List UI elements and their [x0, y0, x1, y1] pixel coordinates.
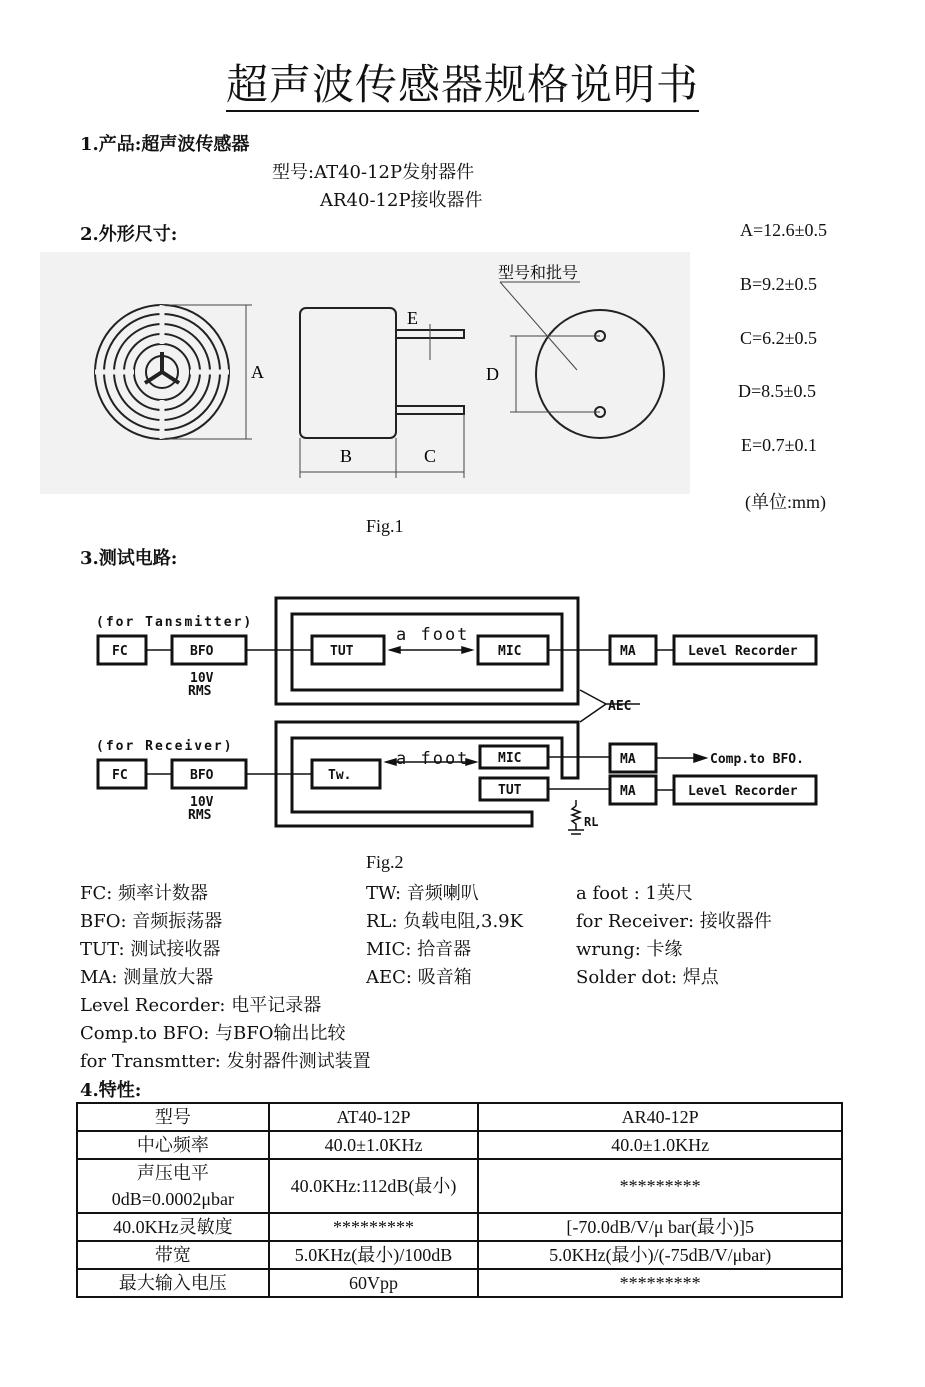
label-for-transmitter: (for Tansmitter) [96, 615, 254, 630]
label-rl: RL [584, 815, 599, 829]
label-aec: AEC [608, 699, 632, 714]
table-cell: AT40-12P [269, 1103, 479, 1131]
a-foot-2: a foot [396, 749, 470, 769]
legend-item: FC: 频率计数器 [80, 883, 209, 904]
block-level-recorder-1: Level Recorder [688, 644, 798, 659]
legend-item: Comp.to BFO: 与BFO输出比较 [80, 1023, 346, 1044]
table-cell: ********* [478, 1159, 842, 1213]
aec-receiver [276, 722, 578, 826]
block-tw: Tw. [328, 768, 352, 783]
table-cell: ********* [269, 1213, 479, 1241]
table-cell: 40.0±1.0KHz [478, 1131, 842, 1159]
label-b: B [340, 446, 353, 466]
unit-note: (单位:mm) [745, 492, 826, 512]
label-comp: Comp.to BFO. [710, 752, 804, 767]
fig2-caption: Fig.2 [366, 852, 404, 872]
legend-item: for Receiver: 接收器件 [576, 911, 772, 932]
legend-column-3 [576, 880, 772, 992]
rms-v-2: 10V [190, 795, 214, 810]
legend-item: AEC: 吸音箱 [366, 967, 472, 988]
test-circuit-diagram [80, 590, 840, 840]
a-foot-1: a foot [396, 625, 470, 645]
table-cell: 中心频率 [77, 1131, 269, 1159]
section2-heading: 2.外形尺寸: [80, 224, 178, 245]
outline-drawing [40, 252, 690, 494]
legend-item: a foot : 1英尺 [576, 883, 693, 904]
legend-item: RL: 负载电阻,3.9K [366, 911, 524, 932]
table-cell: 型号 [77, 1103, 269, 1131]
dim-e: E=0.7±0.1 [741, 435, 818, 455]
table-cell: 带宽 [77, 1241, 269, 1269]
section3-heading: 3.测试电路: [80, 548, 178, 569]
legend-column-2 [366, 880, 523, 992]
block-ma-2: MA [620, 752, 636, 767]
block-mic-1: MIC [498, 644, 522, 659]
legend-item: TW: 音频喇叭 [366, 883, 479, 904]
block-mic-2: MIC [498, 751, 522, 766]
legend-item: for Transmtter: 发射器件测试装置 [80, 1051, 371, 1072]
section1-heading: 1.产品:超声波传感器 [80, 134, 250, 155]
section4-heading: 4.特性: [80, 1080, 142, 1101]
table-cell: 40.0KHz灵敏度 [77, 1213, 269, 1241]
block-tut-1: TUT [330, 644, 354, 659]
table-cell [77, 1159, 269, 1213]
legend-item: wrung: 卡缘 [576, 939, 683, 960]
rms-2: RMS [188, 808, 212, 823]
dim-a: A=12.6±0.5 [740, 220, 828, 240]
label-d: D [486, 364, 499, 384]
block-fc-1: FC [112, 644, 128, 659]
table-row [77, 1241, 842, 1269]
table-cell: AR40-12P [478, 1103, 842, 1131]
legend-item: MA: 测量放大器 [80, 967, 214, 988]
legend-item: Level Recorder: 电平记录器 [80, 995, 322, 1016]
block-fc-2: FC [112, 768, 128, 783]
rms-1: RMS [188, 684, 212, 699]
table-row [77, 1269, 842, 1297]
block-ma-1: MA [620, 644, 636, 659]
table-cell: 60Vpp [269, 1269, 479, 1297]
table-row [77, 1131, 842, 1159]
block-tut-2: TUT [498, 783, 522, 798]
legend-column-1 [80, 880, 371, 1076]
document-title: 超声波传感器规格说明书 [0, 52, 925, 112]
block-level-recorder-2: Level Recorder [688, 784, 798, 799]
model-line-2: AR40-12P接收器件 [320, 190, 483, 211]
legend-item: TUT: 测试接收器 [80, 939, 221, 960]
block-bfo-1: BFO [190, 644, 214, 659]
label-e: E [407, 308, 418, 328]
spl-line-1: 声压电平 [136, 1163, 209, 1183]
spec-table [76, 1102, 843, 1298]
legend-item: Solder dot: 焊点 [576, 967, 719, 988]
block-bfo-2: BFO [190, 768, 214, 783]
table-cell: 5.0KHz(最小)/(-75dB/V/μbar) [478, 1241, 842, 1269]
model-line-1: 型号:AT40-12P发射器件 [272, 162, 475, 183]
spl-line-2: 0dB=0.0002μbar [111, 1189, 234, 1209]
legend-item: BFO: 音频振荡器 [80, 911, 223, 932]
table-cell: 40.0±1.0KHz [269, 1131, 479, 1159]
label-for-receiver: (for Receiver) [96, 739, 234, 754]
table-cell: ********* [478, 1269, 842, 1297]
block-ma-3: MA [620, 784, 636, 799]
front-view [95, 305, 229, 439]
table-cell: [-70.0dB/V/μ bar(最小)]5 [478, 1213, 842, 1241]
label-a: A [251, 362, 264, 382]
fig1-caption: Fig.1 [366, 516, 404, 536]
table-cell: 5.0KHz(最小)/100dB [269, 1241, 479, 1269]
legend-item: MIC: 拾音器 [366, 939, 472, 960]
label-marking: 型号和批号 [498, 263, 579, 282]
table-row [77, 1213, 842, 1241]
rms-v-1: 10V [190, 671, 214, 686]
table-cell: 40.0KHz:112dB(最小) [269, 1159, 479, 1213]
table-row [77, 1159, 842, 1213]
label-c: C [424, 446, 437, 466]
dim-d: D=8.5±0.5 [738, 381, 817, 401]
table-cell: 最大输入电压 [77, 1269, 269, 1297]
dim-b: B=9.2±0.5 [740, 274, 818, 294]
dim-c: C=6.2±0.5 [740, 328, 818, 348]
table-row [77, 1103, 842, 1131]
